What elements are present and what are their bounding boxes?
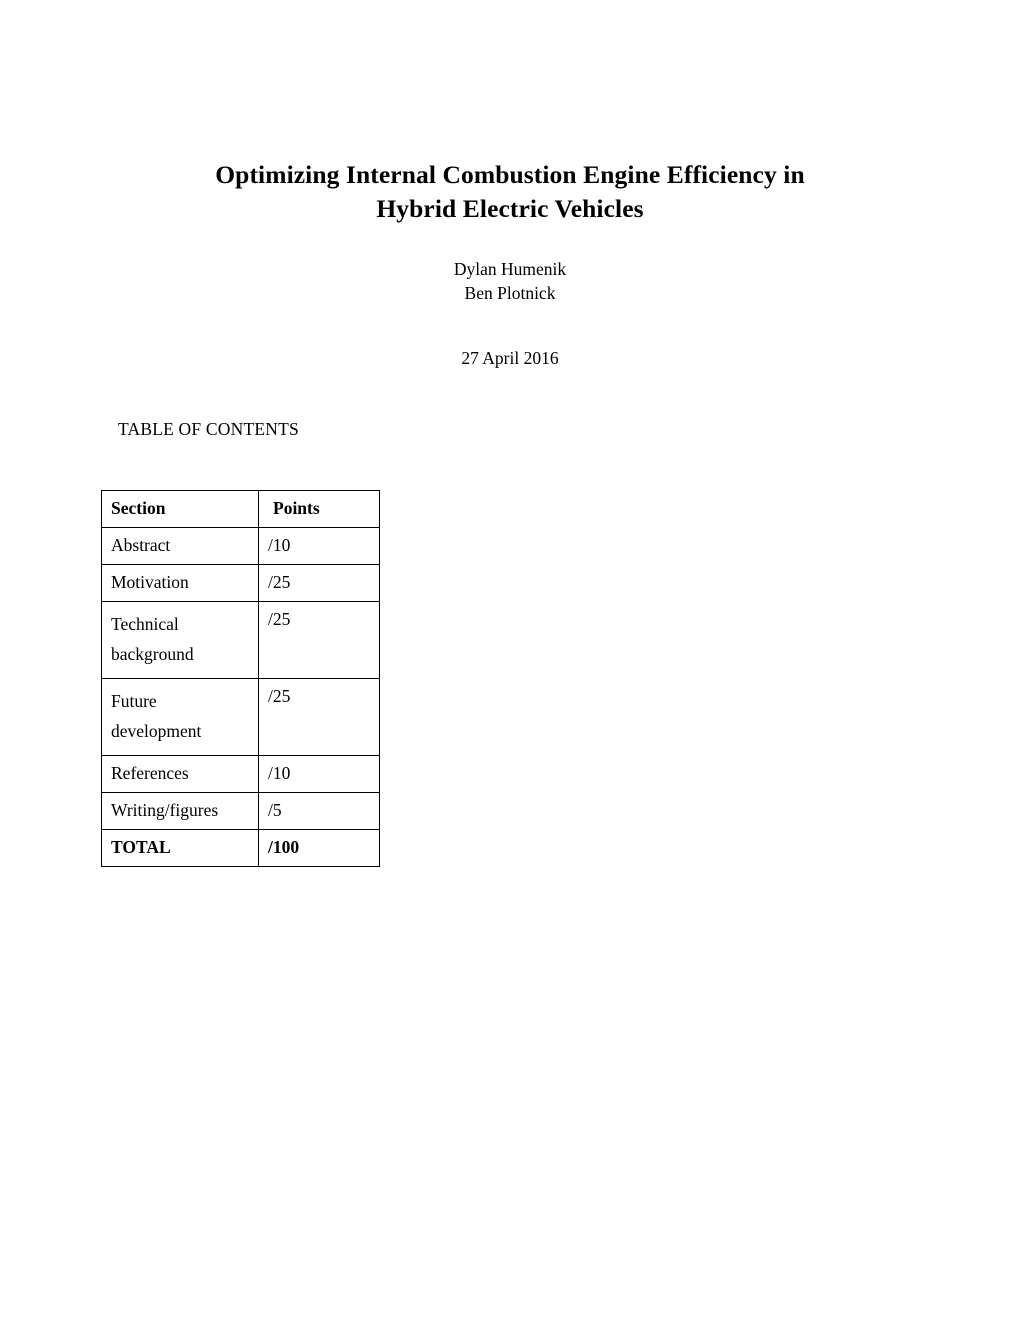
table-cell-points: /10 xyxy=(259,527,380,564)
table-cell-section: TOTAL xyxy=(102,830,259,867)
table-cell-section xyxy=(102,678,259,755)
table-row xyxy=(102,564,380,601)
table-cell-section: Motivation xyxy=(102,564,259,601)
table-cell-section: References xyxy=(102,756,259,793)
author-1: Dylan Humenik xyxy=(453,259,567,280)
table-cell-section-text: Future development xyxy=(111,690,202,742)
table-header-points: Points xyxy=(259,490,380,527)
author-2: Ben Plotnick xyxy=(464,282,556,303)
table-cell-points: /25 xyxy=(259,601,380,678)
document-date: 27 April 2016 xyxy=(461,347,559,368)
page-title xyxy=(0,0,1020,225)
table-row xyxy=(102,756,380,793)
table-cell-section xyxy=(102,601,259,678)
table-row xyxy=(102,793,380,830)
page-title-line-2: Hybrid Electric Vehicles xyxy=(376,193,644,223)
table-cell-points: /100 xyxy=(259,830,380,867)
table-header-row xyxy=(102,490,380,527)
page-title-line-1: Optimizing Internal Combustion Engine Efficiency in xyxy=(215,160,805,189)
grading-table xyxy=(101,490,380,868)
table-row xyxy=(102,678,380,755)
table-cell-section-text: Technical background xyxy=(111,613,194,665)
table-row xyxy=(102,527,380,564)
table-cell-points: /25 xyxy=(259,678,380,755)
table-cell-section: Writing/figures xyxy=(102,793,259,830)
table-header-section: Section xyxy=(102,490,259,527)
table-cell-points: /25 xyxy=(259,564,380,601)
table-row xyxy=(102,601,380,678)
table-row-total xyxy=(102,830,380,867)
table-cell-section: Abstract xyxy=(102,527,259,564)
table-cell-points: /5 xyxy=(259,793,380,830)
table-cell-points: /10 xyxy=(259,756,380,793)
author-list xyxy=(0,258,1020,305)
table-of-contents-heading: TABLE OF CONTENTS xyxy=(118,418,299,439)
